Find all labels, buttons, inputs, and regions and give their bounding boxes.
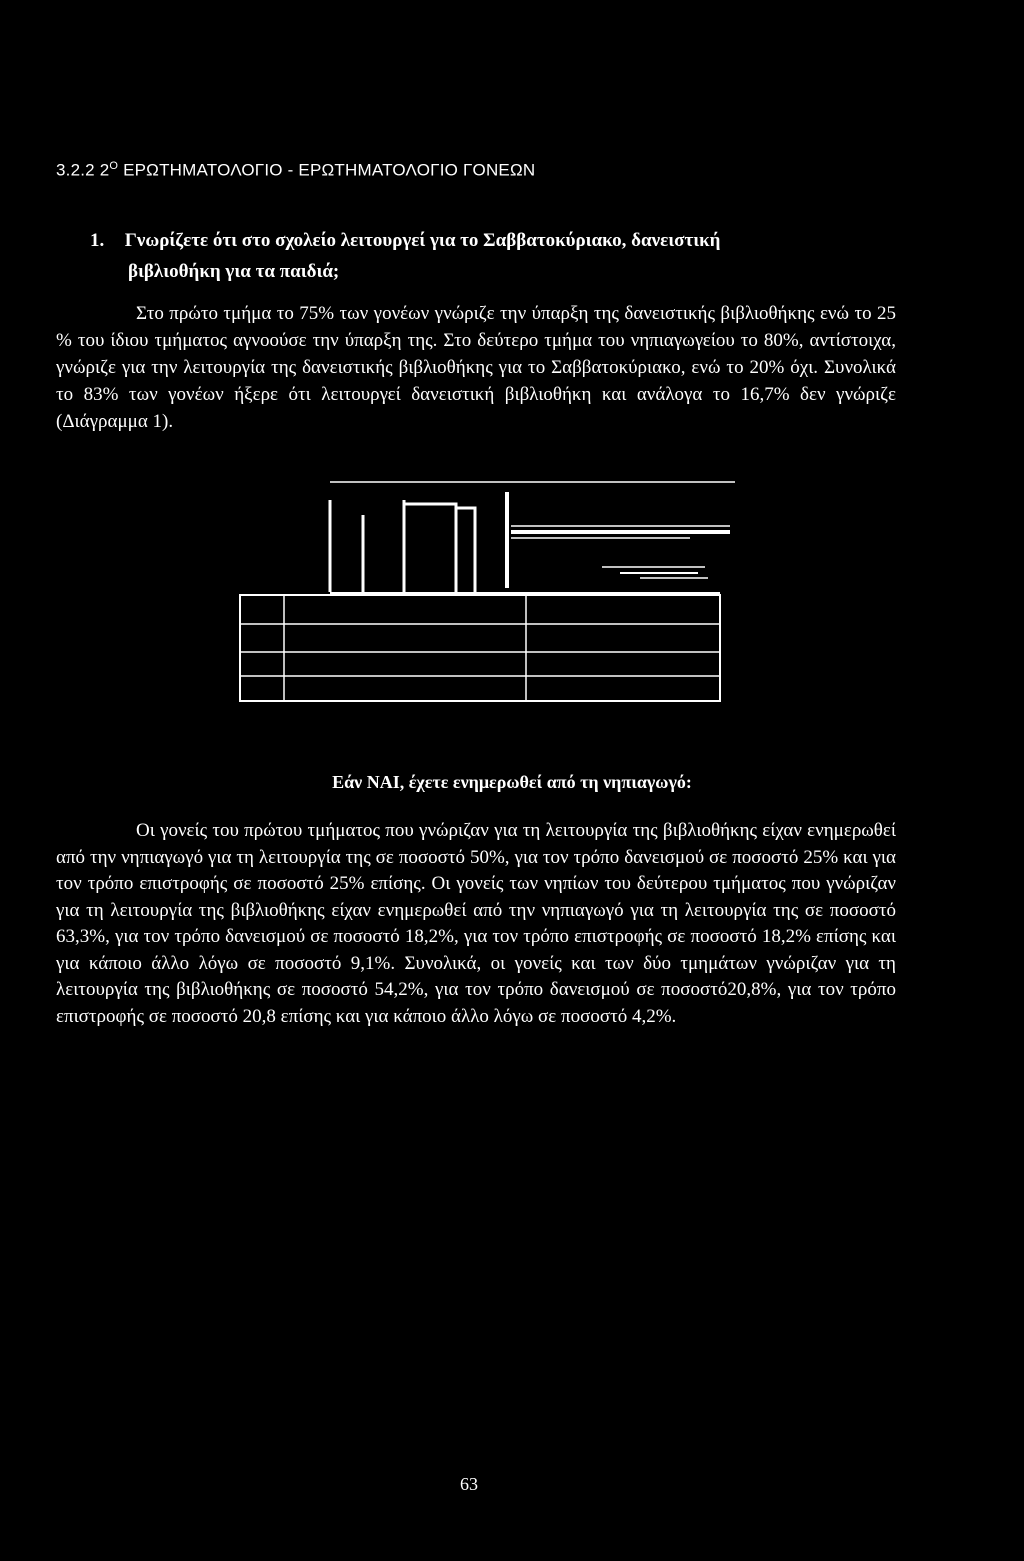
question-number: 1. xyxy=(90,230,105,251)
diagram-1-graphic xyxy=(230,470,750,710)
section-heading xyxy=(56,160,535,181)
question-1 xyxy=(90,225,950,287)
chart-bar-outline xyxy=(456,508,475,592)
section-ordinal-sup: Ο xyxy=(109,160,119,172)
section-ordinal: 2 xyxy=(99,160,110,180)
section-title: ΕΡΩΤΗΜΑΤΟΛΟΓΙΟ - ΕΡΩΤΗΜΑΤΟΛΟΓΙΟ ΓΟΝΕΩΝ xyxy=(123,160,536,180)
question-text-line1: Γνωρίζετε ότι στο σχολείο λειτουργεί για το Σαββατοκύριακο, δανειστική xyxy=(124,230,721,251)
section-number: 3.2.2 xyxy=(56,160,95,180)
paragraph-informed: Οι γονείς του πρώτου τμήματος που γνώριζαν για τη λειτουργία της βιβλιοθήκης είχαν ενημερωθεί από την νηπιαγωγό για τη λειτουργία της σε ποσοστό 50%, για τον τρόπο δανεισμού σε ποσοστό 25% και για τον τρόπο επιστροφής σε ποσοστό 25% επίσης. Οι γονείς των νηπίων του δεύτερου τμήματος που γνώριζαν για τη λειτουργία της βιβλιοθήκης είχαν ενημερωθεί από την νηπιαγωγό για τη λειτουργία της σε ποσοστό 63,3%, για τον τρόπο δανεισμού σε ποσοστό 18,2%, για τον τρόπο επιστροφής σε ποσοστό 18,2% επίσης και για κάποιο άλλο λόγω σε ποσοστό 9,1%. Συνολικά, οι γονείς και των δύο τμημάτων γνώριζαν για τη λειτουργία της βιβλιοθήκης σε ποσοστό 54,2%, για τον τρόπο δανεισμού σε ποσοστό20,8%, για τον τρόπο επιστροφής σε ποσοστό 20,8 επίσης και για κάποιο άλλο λόγω σε ποσοστό 4,2%. xyxy=(56,820,896,1027)
question-text-line2: βιβλιοθήκη για τα παιδιά; xyxy=(128,261,340,282)
diagram-1-figure xyxy=(230,470,750,710)
chart-bar-outline xyxy=(404,504,456,592)
subheading-if-yes: Εάν ΝΑΙ, έχετε ενημερωθεί από τη νηπιαγωγό: xyxy=(332,772,692,792)
page-number: 63 xyxy=(460,1474,478,1494)
data-table-frame xyxy=(240,595,720,701)
paragraph-awareness: Στο πρώτο τμήμα το 75% των γονέων γνώριζε την ύπαρξη της δανειστικής βιβλιοθήκης ενώ το 25 % του ίδιου τμήματος αγνοούσε την ύπαρξη της. Στο δεύτερο τμήμα του νηπιαγωγείου το 80%, αντίστοιχα, γνώριζε για την λειτουργία της δανειστικής βιβλιοθήκης για το Σαββατοκύριακο, ενώ το 20% όχι. Συνολικά το 83% των γονέων ήξερε ότι λειτουργεί δανειστική βιβλιοθήκη και ανάλογα το 16,7% δεν γνώριζε (Διάγραμμα 1). xyxy=(56,303,896,432)
